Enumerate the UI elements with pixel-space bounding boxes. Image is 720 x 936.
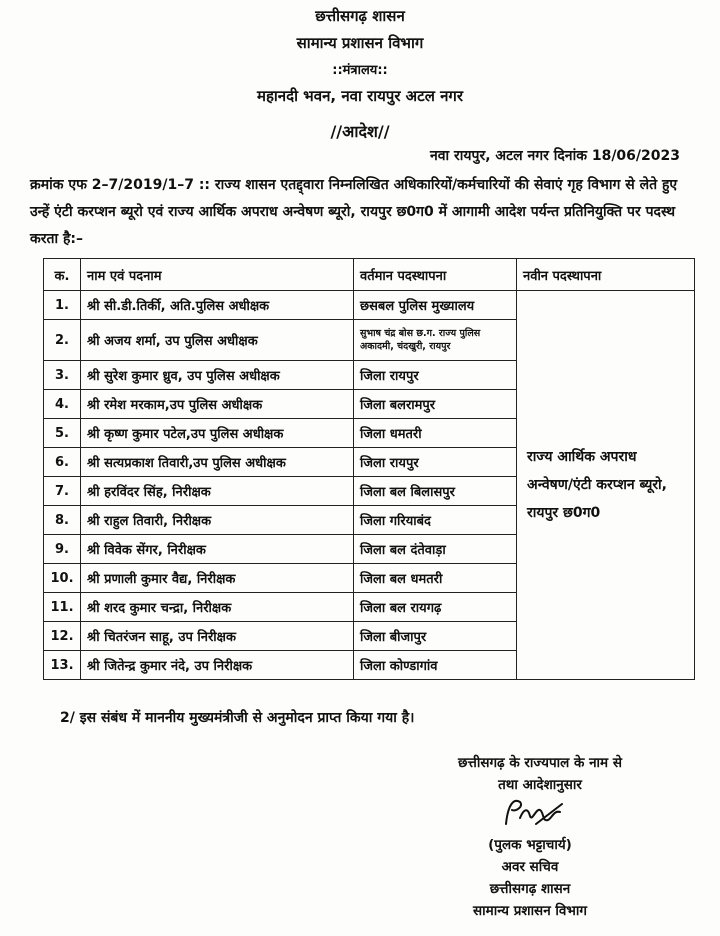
order-paragraph <box>30 172 680 253</box>
col-header-current: वर्तमान पदस्थापना <box>354 259 517 291</box>
signatory-office-2: सामान्य प्रशासन विभाग <box>473 903 587 919</box>
row-sn: 6. <box>44 448 81 477</box>
row-name: श्री रमेश मरकाम,उप पुलिस अधीक्षक <box>81 390 354 419</box>
row-sn: 2. <box>44 320 81 361</box>
row-current-posting: जिला रायपुर <box>354 448 517 477</box>
table-header-row <box>44 259 695 291</box>
row-current-posting: जिला कोण्डागांव <box>354 651 517 680</box>
col-header-name: नाम एवं पदनाम <box>81 259 354 291</box>
row-name: श्री अजय शर्मा, उप पुलिस अधीक्षक <box>81 320 354 361</box>
row-current-posting: छसबल पुलिस मुख्यालय <box>354 291 517 320</box>
row-current-posting: जिला बल धमतरी <box>354 564 517 593</box>
col-header-sn: क. <box>44 259 81 291</box>
row-current-posting: जिला बल बिलासपुर <box>354 477 517 506</box>
signature-scribble <box>500 794 570 832</box>
table-row <box>44 291 695 320</box>
row-current-posting: जिला बलरामपुर <box>354 390 517 419</box>
posting-table <box>43 258 695 680</box>
row-sn: 10. <box>44 564 81 593</box>
row-name: श्री सुरेश कुमार ध्रुव, उप पुलिस अधीक्षक <box>81 361 354 390</box>
signatory-name: (पुलक भट्टाचार्य) <box>488 837 572 853</box>
row-current-posting: जिला बल रायगढ़ <box>354 593 517 622</box>
department-title: सामान्य प्रशासन विभाग <box>296 34 424 52</box>
row-current-posting: जिला रायपुर <box>354 361 517 390</box>
row-current-posting: सुभाष चंद्र बोस छ.ग. राज्य पुलिस अकादमी, चंदखुरी, रायपुर <box>354 320 517 361</box>
authority-line-2: तथा आदेशानुसार <box>498 777 582 793</box>
ministry-label: ::मंत्रालय:: <box>332 63 388 78</box>
signatory-designation: अवर सचिव <box>501 859 559 875</box>
row-sn: 13. <box>44 651 81 680</box>
signatory-office-1: छत्तीसगढ़ शासन <box>489 881 571 897</box>
new-posting: राज्य आर्थिक अपराध अन्वेषण/एंटी करप्शन ब्यूरो, रायपुर छ0ग0 <box>517 291 695 680</box>
signatory-details <box>430 834 630 922</box>
row-name: श्री विवेक सेंगर, निरीक्षक <box>81 535 354 564</box>
row-sn: 12. <box>44 622 81 651</box>
row-current-posting: जिला बीजापुर <box>354 622 517 651</box>
row-sn: 8. <box>44 506 81 535</box>
row-sn: 5. <box>44 419 81 448</box>
row-sn: 1. <box>44 291 81 320</box>
row-name: श्री सत्यप्रकाश तिवारी,उप पुलिस अधीक्षक <box>81 448 354 477</box>
row-name: श्री शरद कुमार चन्द्रा, निरीक्षक <box>81 593 354 622</box>
approval-note: 2/ इस संबंध में माननीय मुख्यमंत्रीजी से अनुमोदन प्राप्त किया गया है। <box>60 710 415 726</box>
order-body-text: :: राज्य शासन एतद्द्वारा निम्नलिखित अधिकारियों/कर्मचारियों की सेवाएं गृह विभाग से लेते हुए उन्हें एंटी करप्शन ब्यूरो एवं राज्य आर्थिक अपराध अन्वेषण ब्यूरो, रायपुर छ0ग0 में आगामी आदेश पर्यन्त प्रतिनियुक्ति पर पदस्थ करता है:– <box>30 177 678 247</box>
row-name: श्री कृष्ण कुमार पटेल,उप पुलिस अधीक्षक <box>81 419 354 448</box>
row-current-posting: जिला गरियाबंद <box>354 506 517 535</box>
order-title: //आदेश// <box>330 122 390 141</box>
dateline: नवा रायपुर, अटल नगर दिनांक 18/06/2023 <box>429 148 680 164</box>
authority-line-1: छत्तीसगढ़ के राज्यपाल के नाम से <box>458 755 622 771</box>
row-name: श्री जितेन्द्र कुमार नंदे, उप निरीक्षक <box>81 651 354 680</box>
row-sn: 3. <box>44 361 81 390</box>
row-name: श्री हरविंदर सिंह, निरीक्षक <box>81 477 354 506</box>
row-current-posting: जिला बल दंतेवाड़ा <box>354 535 517 564</box>
address-line: महानदी भवन, नवा रायपुर अटल नगर <box>256 87 464 105</box>
row-sn: 9. <box>44 535 81 564</box>
row-sn: 11. <box>44 593 81 622</box>
col-header-new: नवीन पदस्थापना <box>517 259 695 291</box>
row-name: श्री चितरंजन साहू, उप निरीक्षक <box>81 622 354 651</box>
row-sn: 7. <box>44 477 81 506</box>
reference-number: क्रमांक एफ 2–7/2019/1–7 <box>30 177 194 193</box>
row-sn: 4. <box>44 390 81 419</box>
govt-title: छत्तीसगढ़ शासन <box>315 7 405 25</box>
row-name: श्री सी.डी.तिर्की, अति.पुलिस अधीक्षक <box>81 291 354 320</box>
row-current-posting: जिला धमतरी <box>354 419 517 448</box>
row-name: श्री राहुल तिवारी, निरीक्षक <box>81 506 354 535</box>
authority-line <box>390 752 690 796</box>
row-name: श्री प्रणाली कुमार वैद्य, निरीक्षक <box>81 564 354 593</box>
